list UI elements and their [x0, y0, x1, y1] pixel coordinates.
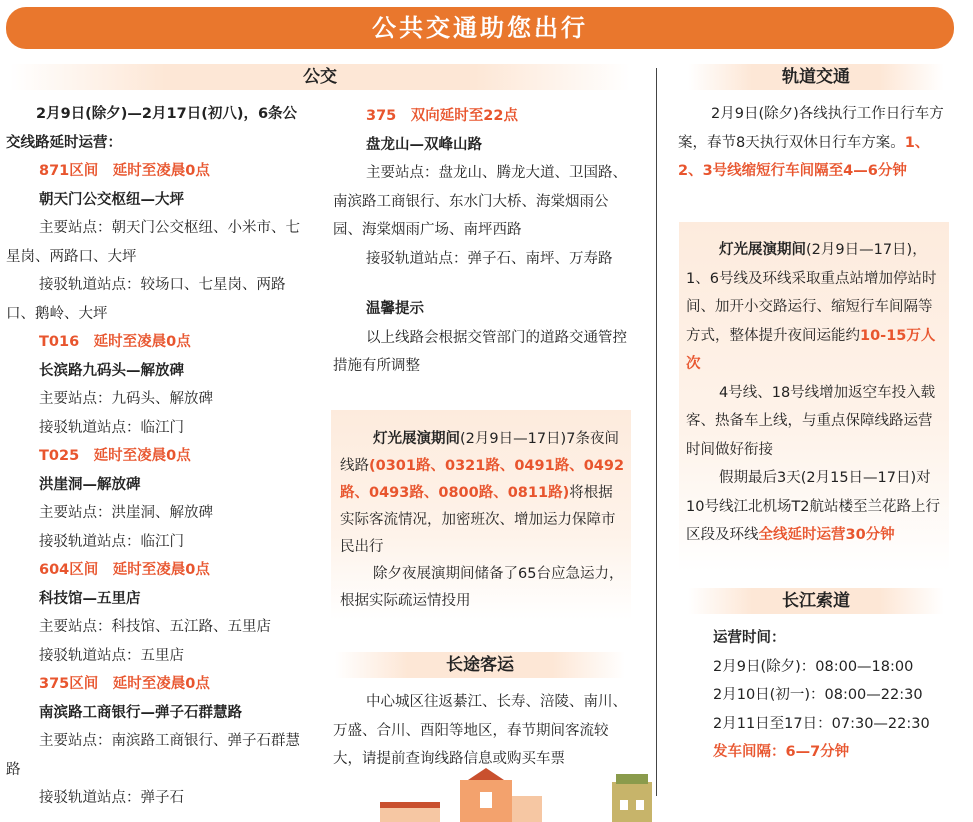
- lantern-bus-para: 灯光展演期间(2月9日—17日)7条夜间线路(0301路、0321路、0491路、0492路、0493路、0800路、0811路)将根据实际客流情况，加密班次、增加运力保障市民出行: [340, 431, 625, 555]
- cableway-hours-label: 运营时间：: [713, 630, 786, 646]
- route-title: 375 双向延时至22点: [366, 108, 518, 124]
- cableway-hours: 2月11日至17日：07:30—22:30: [713, 715, 930, 732]
- route-stops: 主要站点：盘龙山、腾龙大道、卫国路、南滨路工商银行、东水门大桥、海棠烟雨公园、海棠烟雨广场、南坪西路: [333, 165, 627, 238]
- route-rail: 接驳轨道站点：弹子石、南坪、万寿路: [366, 250, 613, 267]
- cableway-hours: 2月9日(除夕)：08:00—18:00: [713, 658, 914, 675]
- route-stops: 主要站点：洪崖洞、解放碑: [39, 505, 213, 521]
- rail-lantern-text: 灯光展演期间(2月9日—17日)，1、6号线及环线采取重点站增加停站时间、加开小交路运行、缩短行车间隔等方式，整体提升夜间运能约10-15万人次 4号线、18号线增加返空车投入载客、热备车上线，与重点保障线路运营时间做好衔接 假期最后3天(2月15日—17日)对10号线江北机场T2航站楼至兰花路上行区段及环线全线延时运营30分钟: [686, 242, 941, 543]
- coach-heading: 长途客运: [335, 652, 625, 678]
- route-rail: 接驳轨道站点：弹子石: [39, 790, 184, 806]
- route-title: 871区间 延时至凌晨0点: [39, 163, 210, 179]
- bus-column-middle: [333, 102, 633, 381]
- route-title: T025 延时至凌晨0点: [39, 448, 191, 464]
- banner-title: 公共交通助您出行: [6, 7, 954, 49]
- cableway-hours: 2月10日(初一)：08:00—22:30: [713, 687, 923, 703]
- route-name: 朝天门公交枢纽—大坪: [39, 191, 184, 208]
- buildings-illustration: [380, 766, 670, 822]
- route-name: 长滨路九码头—解放碑: [39, 362, 184, 379]
- coach-text: 中心城区往返綦江、长寿、涪陵、南川、万盛、合川、酉阳等地区，春节期间客流较大，请提前查询线路信息或购买车票: [333, 694, 627, 767]
- lantern-bus-text: [340, 426, 625, 615]
- tip-text: 以上线路会根据交管部门的道路交通管控措施有所调整: [333, 329, 627, 374]
- route-name: 盘龙山—双峰山路: [366, 136, 482, 153]
- cableway-heading: 长江索道: [688, 588, 944, 614]
- cableway-interval: 发车间隔：6—7分钟: [713, 744, 850, 760]
- tip-title: 温馨提示: [366, 301, 424, 317]
- route-rail: 接驳轨道站点：临江门: [39, 419, 184, 436]
- route-rail: 接驳轨道站点：临江门: [39, 533, 184, 550]
- lantern-bus-reserve: 除夕夜展演期间储备了65台应急运力，根据实际疏运情投用: [340, 566, 624, 609]
- rail-intro: 2月9日(除夕)各线执行工作日行车方案，春节8天执行双休日行车方案。1、2、3号线缩短行车间隔至4—6分钟: [678, 106, 944, 179]
- rail-heading: 轨道交通: [688, 64, 944, 90]
- cableway-info: [713, 624, 953, 767]
- route-rail: 接驳轨道站点：较场口、七星岗、两路口、鹅岭、大坪: [6, 277, 286, 322]
- route-stops: 主要站点：南滨路工商银行、弹子石群慧路: [6, 733, 300, 778]
- route-stops: 主要站点：科技馆、五江路、五里店: [39, 619, 271, 635]
- route-rail: 接驳轨道站点：五里店: [39, 647, 184, 664]
- route-name: 南滨路工商银行—弹子石群慧路: [39, 704, 242, 721]
- bus-column-left: [6, 100, 306, 813]
- route-stops: 主要站点：朝天门公交枢纽、小米市、七星岗、两路口、大坪: [6, 220, 300, 265]
- bus-heading: 公交: [10, 64, 630, 90]
- route-name: 洪崖洞—解放碑: [39, 476, 141, 493]
- route-title: 604区间 延时至凌晨0点: [39, 562, 210, 578]
- route-stops: 主要站点：九码头、解放碑: [39, 391, 213, 407]
- route-title: T016 延时至凌晨0点: [39, 334, 191, 350]
- bus-intro: 2月9日(除夕)—2月17日(初八)，6条公交线路延时运营：: [6, 106, 298, 151]
- route-title: 375区间 延时至凌晨0点: [39, 676, 210, 692]
- route-name: 科技馆—五里店: [39, 590, 141, 607]
- column-divider: [656, 68, 657, 796]
